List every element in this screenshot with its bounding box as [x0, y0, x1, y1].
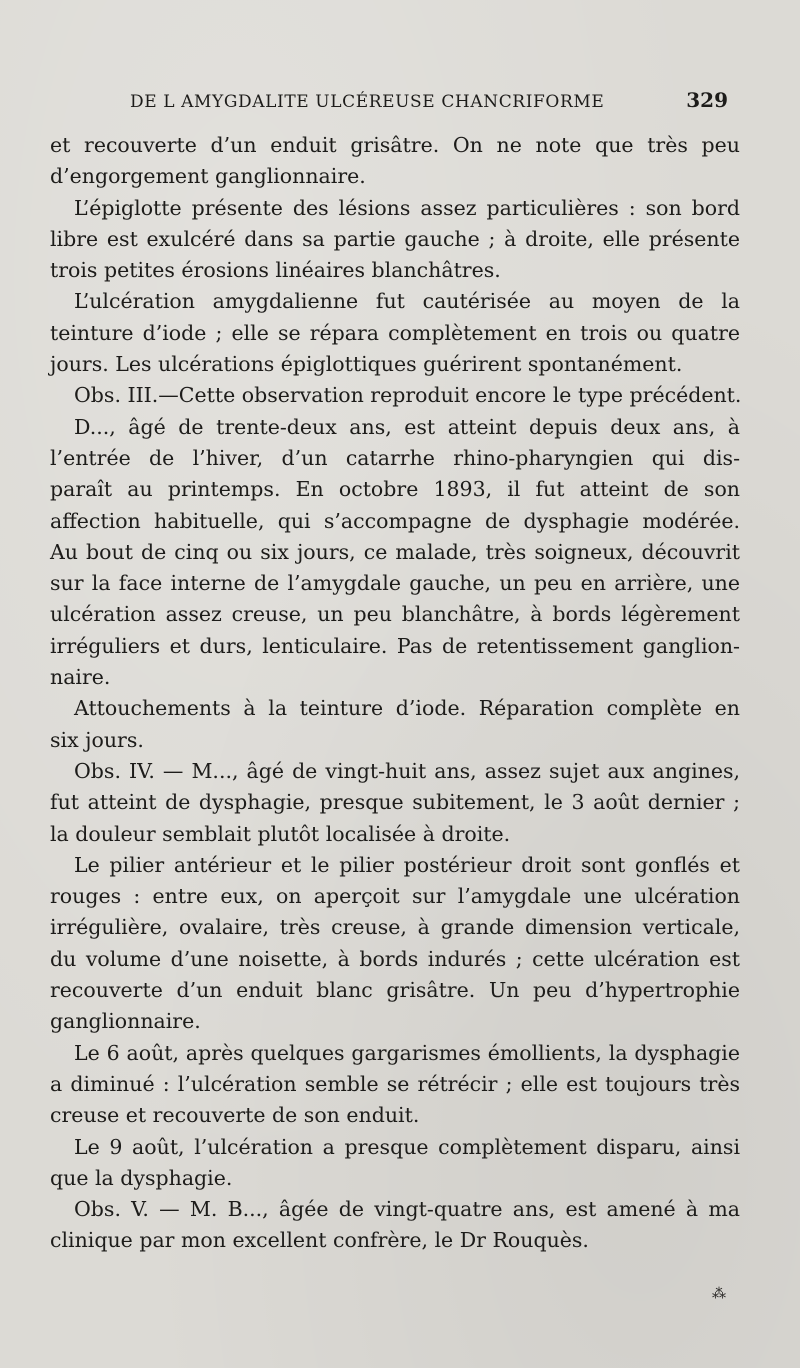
- text-line: que la dysphagie.: [50, 1165, 233, 1190]
- text-line: a diminué : l’ulcération semble se rétrécir ; elle est toujours très: [50, 1071, 740, 1096]
- observation-heading-line: Obs. III.—Cette observation reproduit encore le type précédent.: [74, 383, 742, 408]
- text-line: sur la face interne de l’amygdale gauche, un peu en arrière, une: [50, 571, 740, 596]
- text-line: D..., âgé de trente-deux ans, est atteint depuis deux ans, à: [74, 414, 740, 439]
- text-line: et recouverte d’un enduit grisâtre. On ne note que très peu: [50, 133, 740, 157]
- text-line: naire.: [50, 665, 111, 690]
- observation-heading-line: Obs. IV. — M..., âgé de vingt-huit ans, assez sujet aux angines,: [74, 758, 740, 783]
- end-mark: ⁂: [712, 1286, 726, 1302]
- text-line: Le 9 août, l’ulcération a presque complètement disparu, ainsi: [74, 1134, 740, 1159]
- text-line: Le 6 août, après quelques gargarismes émollients, la dysphagie: [74, 1040, 740, 1065]
- text-line: L’épiglotte présente des lésions assez particulières : son bord: [74, 195, 740, 220]
- observation-heading-line: Obs. V. — M. B..., âgée de vingt-quatre ans, est amené à ma: [74, 1197, 740, 1222]
- text-line: paraît au printemps. En octobre 1893, il fut atteint de son: [50, 477, 740, 502]
- text-line: irréguliers et durs, lenticulaire. Pas de retentissement ganglion-: [50, 633, 740, 658]
- text-line: du volume d’une noisette, à bords indurés ; cette ulcération est: [50, 946, 740, 971]
- text-line: trois petites érosions linéaires blanchâtres.: [50, 258, 501, 283]
- text-line: teinture d’iode ; elle se répara complètement en trois ou quatre: [50, 320, 740, 345]
- text-line: creuse et recouverte de son enduit.: [50, 1103, 420, 1128]
- running-header: [130, 88, 728, 112]
- text-line: fut atteint de dysphagie, presque subitement, le 3 août dernier ;: [50, 790, 740, 815]
- text-line: Le pilier antérieur et le pilier postérieur droit sont gonflés et: [74, 852, 740, 877]
- text-line: rouges : entre eux, on aperçoit sur l’amygdale une ulcération: [50, 884, 740, 909]
- text-line: l’entrée de l’hiver, d’un catarrhe rhino-pharyngien qui dis-: [50, 445, 740, 470]
- text-line: jours. Les ulcérations épiglottiques guérirent spontanément.: [50, 352, 683, 377]
- text-line: L’ulcération amygdalienne fut cautérisée au moyen de la: [74, 289, 740, 314]
- body-text: [50, 130, 740, 1257]
- text-line: la douleur semblait plutôt localisée à droite.: [50, 821, 511, 846]
- text-line: irrégulière, ovalaire, très creuse, à grande dimension verticale,: [50, 915, 740, 940]
- text-line: d’engorgement ganglionnaire.: [50, 164, 366, 189]
- running-title: DE L AMYGDALITE ULCÉREUSE CHANCRIFORME: [130, 92, 605, 112]
- text-line: ulcération assez creuse, un peu blanchâtre, à bords légèrement: [50, 602, 740, 627]
- text-line: ganglionnaire.: [50, 1009, 201, 1034]
- page-number: 329: [686, 88, 728, 112]
- text-line: clinique par mon excellent confrère, le Dr Rouquès.: [50, 1228, 589, 1253]
- text-line: Attouchements à la teinture d’iode. Réparation complète en: [74, 696, 740, 721]
- text-line: affection habituelle, qui s’accompagne de dysphagie modérée.: [50, 508, 740, 533]
- text-line: Au bout de cinq ou six jours, ce malade, très soigneux, découvrit: [50, 539, 740, 564]
- text-line: libre est exulcéré dans sa partie gauche ; à droite, elle présente: [50, 226, 740, 251]
- text-line: six jours.: [50, 727, 144, 752]
- text-line: recouverte d’un enduit blanc grisâtre. Un peu d’hypertrophie: [50, 978, 740, 1003]
